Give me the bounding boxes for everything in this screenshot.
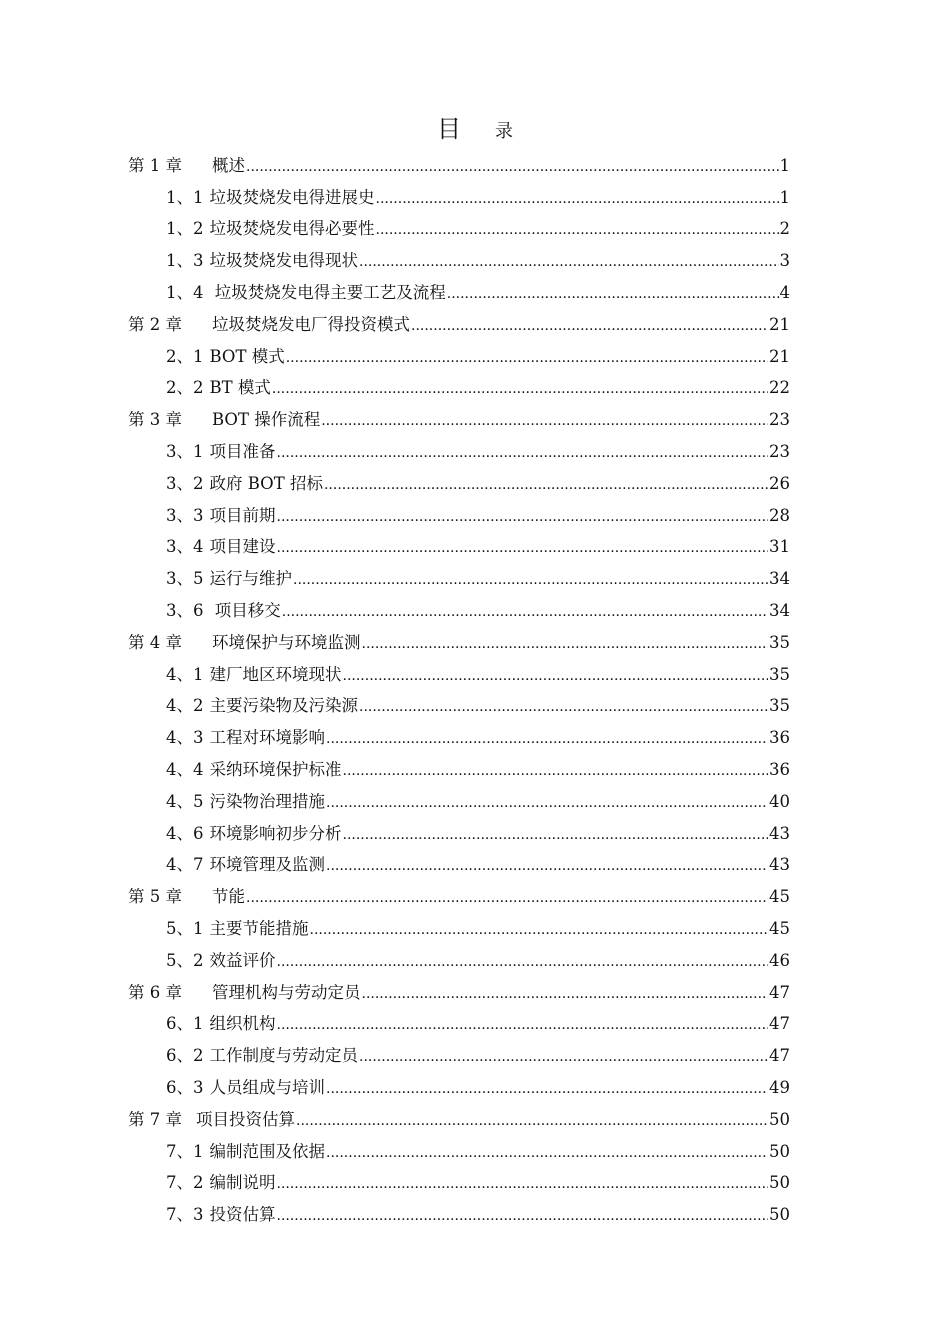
- toc-dot-leader: [362, 633, 769, 653]
- toc-entry-number: 7、3: [166, 1205, 204, 1225]
- toc-entry-label: 项目准备: [209, 442, 276, 462]
- toc-page-number: 1: [779, 155, 790, 175]
- toc-entry-label: 垃圾焚烧发电得主要工艺及流程: [209, 283, 446, 303]
- toc-page-number: 35: [769, 696, 790, 716]
- toc-section-entry[interactable]: [0, 691, 950, 723]
- toc-page-number: 31: [769, 537, 790, 557]
- toc-dot-leader: [310, 919, 769, 939]
- toc-title: [0, 114, 950, 147]
- toc-entry-label: 环境影响初步分析: [209, 823, 342, 843]
- toc-entry-number: 5、1: [166, 919, 204, 939]
- toc-entry-number: 5、2: [166, 950, 204, 970]
- toc-section-entry[interactable]: [0, 245, 950, 277]
- toc-page-number: 43: [769, 855, 790, 875]
- toc-section-entry[interactable]: [0, 595, 950, 627]
- toc-page-number: 50: [769, 1205, 790, 1225]
- toc-dot-leader: [277, 442, 769, 462]
- toc-entry-number: 4、1: [166, 664, 204, 684]
- toc-dot-leader: [343, 665, 769, 685]
- toc-dot-leader: [272, 378, 768, 398]
- toc-chapter-entry[interactable]: [0, 1104, 950, 1136]
- toc-section-entry[interactable]: [0, 468, 950, 500]
- toc-page-number: 36: [769, 728, 790, 748]
- toc-dot-leader: [376, 188, 779, 208]
- toc-dot-leader: [359, 251, 779, 271]
- toc-dot-leader: [359, 1046, 768, 1066]
- toc-page-number: 50: [769, 1173, 790, 1193]
- toc-page-number: 34: [769, 601, 790, 621]
- toc-section-entry[interactable]: [0, 850, 950, 882]
- toc-dot-leader: [282, 601, 768, 621]
- toc-page-number: 26: [769, 473, 790, 493]
- toc-section-entry[interactable]: [0, 563, 950, 595]
- toc-chapter-entry[interactable]: [0, 404, 950, 436]
- toc-dot-leader: [324, 474, 768, 494]
- toc-entry-number: 第 6 章: [128, 982, 182, 1002]
- toc-entry-number: 7、2: [166, 1173, 204, 1193]
- toc-entry-label: 政府 BOT 招标: [209, 473, 323, 493]
- toc-entry-label: 人员组成与培训: [209, 1078, 325, 1097]
- toc-entry-number: 第 5 章: [128, 887, 182, 907]
- toc-chapter-entry[interactable]: [0, 309, 950, 341]
- toc-section-entry[interactable]: [0, 500, 950, 532]
- toc-entry-label: 组织机构: [209, 1014, 276, 1034]
- toc-dot-leader: [277, 1173, 769, 1193]
- toc-page-number: 43: [769, 823, 790, 843]
- toc-page-number: 22: [769, 378, 790, 398]
- toc-section-entry[interactable]: [0, 214, 950, 246]
- toc-page-number: 45: [769, 919, 790, 939]
- toc-chapter-entry[interactable]: [0, 881, 950, 913]
- toc-entry-number: 第 2 章: [128, 314, 182, 334]
- toc-section-entry[interactable]: [0, 1072, 950, 1104]
- toc-section-entry[interactable]: [0, 1168, 950, 1200]
- toc-entry-label: 编制范围及依据: [209, 1141, 325, 1161]
- toc-entry-label: 垃圾焚烧发电得必要性: [209, 219, 375, 239]
- toc-chapter-entry[interactable]: [0, 977, 950, 1009]
- toc-entry-number: 第 3 章: [128, 410, 182, 430]
- toc-section-entry[interactable]: [0, 913, 950, 945]
- toc-section-entry[interactable]: [0, 945, 950, 977]
- toc-entry-number: 4、3: [166, 728, 204, 748]
- toc-section-entry[interactable]: [0, 1136, 950, 1168]
- toc-entry-label: BOT 操作流程: [212, 410, 321, 430]
- toc-page-number: 34: [769, 569, 790, 589]
- toc-dot-leader: [326, 1142, 768, 1162]
- toc-page-number: 50: [769, 1109, 790, 1129]
- toc-entry-number: 3、5: [166, 569, 204, 589]
- toc-page-number: 47: [769, 1046, 790, 1066]
- toc-entry-number: 7、1: [166, 1141, 204, 1161]
- toc-section-entry[interactable]: [0, 754, 950, 786]
- toc-page-number: 28: [769, 505, 790, 525]
- toc-dot-leader: [326, 1078, 768, 1098]
- toc-entry-label: 工程对环境影响: [209, 728, 325, 748]
- toc-entry-label: 运行与维护: [209, 569, 292, 589]
- toc-dot-leader: [411, 315, 768, 335]
- toc-page-number: 49: [769, 1078, 790, 1097]
- toc-section-entry[interactable]: [0, 1040, 950, 1072]
- toc-page-number: 35: [769, 632, 790, 652]
- table-of-contents: [0, 150, 950, 1231]
- toc-dot-leader: [277, 506, 769, 526]
- toc-page-number: 4: [779, 283, 790, 303]
- toc-dot-leader: [321, 410, 768, 430]
- toc-entry-label: 项目移交: [209, 601, 281, 621]
- toc-section-entry[interactable]: [0, 722, 950, 754]
- toc-entry-number: 4、6: [166, 823, 204, 843]
- toc-entry-number: 1、1: [166, 187, 204, 207]
- toc-section-entry[interactable]: [0, 436, 950, 468]
- toc-entry-number: 3、3: [166, 505, 204, 525]
- toc-dot-leader: [293, 569, 768, 589]
- toc-section-entry[interactable]: [0, 341, 950, 373]
- toc-section-entry[interactable]: [0, 532, 950, 564]
- toc-dot-leader: [447, 283, 779, 303]
- toc-entry-number: 1、3: [166, 251, 204, 271]
- toc-dot-leader: [277, 1014, 769, 1034]
- toc-dot-leader: [246, 156, 779, 176]
- toc-dot-leader: [277, 951, 769, 971]
- toc-section-entry[interactable]: [0, 182, 950, 214]
- toc-entry-number: 1、4: [166, 283, 204, 303]
- toc-entry-number: 1、2: [166, 219, 204, 239]
- toc-entry-label: 垃圾焚烧发电厂得投资模式: [212, 314, 410, 334]
- toc-entry-label: 环境管理及监测: [209, 855, 325, 875]
- toc-entry-label: 项目投资估算: [196, 1109, 295, 1129]
- toc-entry-label: 管理机构与劳动定员: [212, 982, 361, 1002]
- toc-dot-leader: [286, 347, 768, 367]
- toc-entry-label: 概述: [212, 155, 245, 175]
- toc-dot-leader: [326, 728, 768, 748]
- toc-entry-number: 3、2: [166, 473, 204, 493]
- toc-entry-label: 项目前期: [209, 505, 276, 525]
- toc-dot-leader: [359, 696, 768, 716]
- toc-section-entry[interactable]: [0, 277, 950, 309]
- toc-dot-leader: [246, 887, 768, 907]
- toc-page-number: 3: [779, 251, 790, 271]
- toc-section-entry[interactable]: [0, 373, 950, 405]
- toc-dot-leader: [277, 537, 769, 557]
- toc-page-number: 46: [769, 950, 790, 970]
- toc-entry-label: 主要节能措施: [209, 919, 309, 939]
- toc-entry-number: 3、4: [166, 537, 204, 557]
- toc-entry-number: 4、4: [166, 760, 204, 780]
- toc-entry-label: 项目建设: [209, 537, 276, 557]
- toc-entry-number: 第 4 章: [128, 632, 182, 652]
- toc-page-number: 2: [779, 219, 790, 239]
- toc-entry-number: 3、1: [166, 442, 204, 462]
- toc-entry-number: 第 1 章: [128, 155, 182, 175]
- toc-entry-label: 垃圾焚烧发电得进展史: [209, 187, 375, 207]
- toc-dot-leader: [376, 219, 779, 239]
- toc-entry-label: 投资估算: [209, 1205, 276, 1225]
- toc-entry-number: 2、2: [166, 378, 204, 398]
- toc-chapter-entry[interactable]: [0, 627, 950, 659]
- toc-entry-label: 垃圾焚烧发电得现状: [209, 251, 358, 271]
- toc-entry-label: 节能: [212, 887, 245, 907]
- toc-entry-label: 采纳环境保护标准: [209, 760, 342, 780]
- toc-section-entry[interactable]: [0, 659, 950, 691]
- toc-page-number: 40: [769, 791, 790, 811]
- toc-entry-number: 4、2: [166, 696, 204, 716]
- toc-entry-label: 环境保护与环境监测: [212, 632, 361, 652]
- toc-page-number: 23: [769, 410, 790, 430]
- toc-dot-leader: [326, 855, 768, 875]
- toc-entry-label: 主要污染物及污染源: [209, 696, 358, 716]
- toc-section-entry[interactable]: [0, 818, 950, 850]
- toc-dot-leader: [343, 824, 769, 844]
- toc-entry-number: 6、1: [166, 1014, 204, 1034]
- toc-entry-label: 建厂地区环境现状: [209, 664, 342, 684]
- toc-entry-number: 4、7: [166, 855, 204, 875]
- toc-page-number: 21: [769, 346, 790, 366]
- toc-entry-number: 4、5: [166, 791, 204, 811]
- toc-section-entry[interactable]: [0, 1199, 950, 1231]
- toc-entry-label: BOT 模式: [209, 346, 285, 366]
- toc-entry-label: BT 模式: [209, 378, 271, 398]
- toc-page-number: 35: [769, 664, 790, 684]
- toc-section-entry[interactable]: [0, 786, 950, 818]
- toc-entry-number: 6、3: [166, 1078, 204, 1097]
- toc-dot-leader: [277, 1205, 769, 1225]
- toc-entry-label: 编制说明: [209, 1173, 276, 1193]
- toc-page-number: 45: [769, 887, 790, 907]
- toc-chapter-entry[interactable]: [0, 150, 950, 182]
- toc-page-number: 47: [769, 982, 790, 1002]
- toc-section-entry[interactable]: [0, 1009, 950, 1041]
- toc-entry-number: 3、6: [166, 601, 204, 621]
- toc-page-number: 50: [769, 1141, 790, 1161]
- toc-dot-leader: [362, 983, 769, 1003]
- toc-dot-leader: [326, 792, 768, 812]
- toc-page-number: 36: [769, 760, 790, 780]
- toc-entry-number: 6、2: [166, 1046, 204, 1066]
- toc-page-number: 1: [779, 187, 790, 207]
- toc-dot-leader: [296, 1110, 768, 1130]
- toc-entry-number: 第 7 章: [128, 1109, 182, 1129]
- toc-page-number: 21: [769, 314, 790, 334]
- toc-page-number: 23: [769, 442, 790, 462]
- toc-entry-number: 2、1: [166, 346, 204, 366]
- toc-dot-leader: [343, 760, 769, 780]
- toc-entry-label: 污染物治理措施: [209, 791, 325, 811]
- toc-page-number: 47: [769, 1014, 790, 1034]
- toc-entry-label: 工作制度与劳动定员: [209, 1046, 358, 1066]
- toc-entry-label: 效益评价: [209, 950, 276, 970]
- toc-title-char-2: 录: [495, 121, 513, 142]
- toc-title-char-1: 目: [437, 115, 461, 143]
